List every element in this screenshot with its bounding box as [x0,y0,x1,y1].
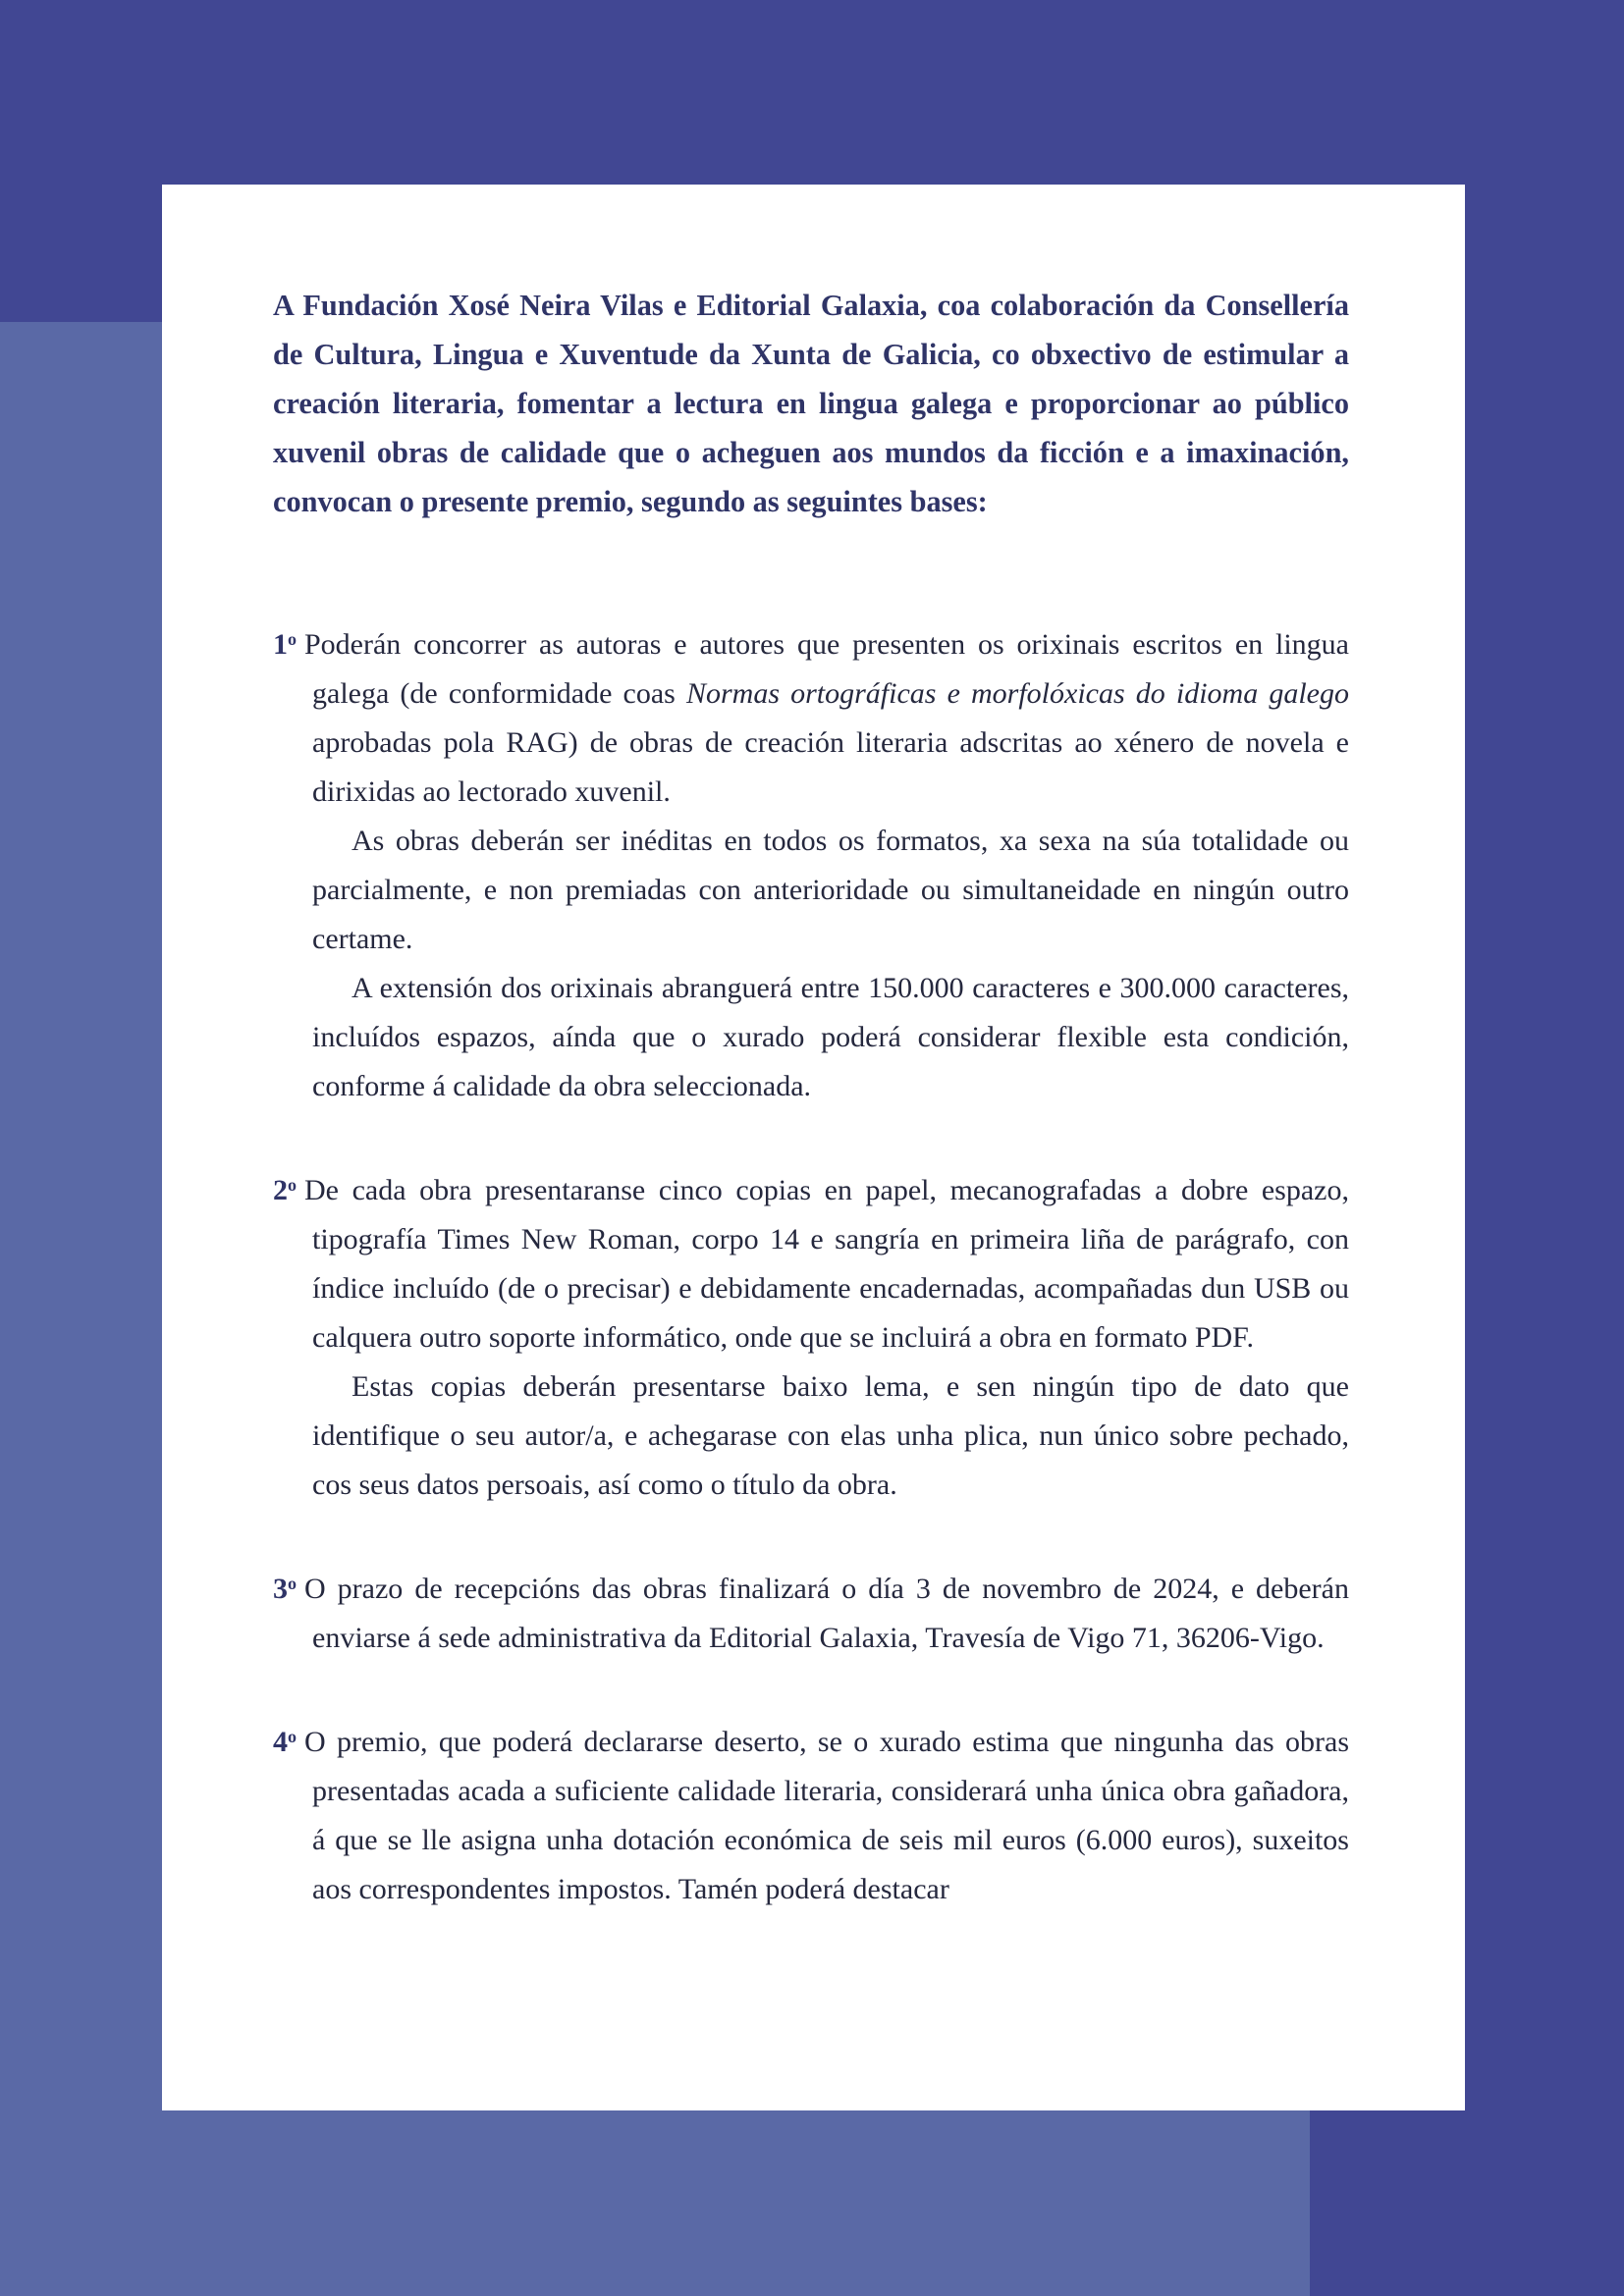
document-sheet [162,185,1465,2110]
clause-1-paragraph-2: As obras deberán ser inéditas en todos os formatos, xa sexa na súa totalidade ou parcialmente, e non premiadas con anterioridade ou simultaneidade en ningún outro certame. [312,825,1349,955]
clause-2-paragraph-1: 2$^o$ De cada obra presentaranse cinco copias en papel, mecanografadas a dobre espazo, tipografía Times New Roman, corpo 14 e sangría en primeira liña de parágrafo, con índice incluído (de o precisar) e debidamente encadernadas, acompañadas dun USB ou calquera outro soporte informático, onde que se incluirá a obra en formato PDF. [273,1174,1349,1354]
clauses-list [273,614,1349,1914]
clause-2-number: 2$^o$ [273,1174,297,1206]
clause-1-number: 1$^o$ [273,628,297,661]
clause-1-paragraph-3: A extensión dos orixinais abranguerá entre 150.000 caracteres e 300.000 caracteres, incluídos espazos, aínda que o xurado poderá considerar flexible esta condición, conforme á calidade da obra seleccionada. [312,972,1349,1102]
clause-3-number: 3$^o$ [273,1573,297,1605]
clause-4-number: 4$^o$ [273,1726,297,1758]
clause-3 [273,1559,1349,1663]
clause-2 [273,1160,1349,1510]
clause-2-paragraph-2: Estas copias deberán presentarse baixo lema, e sen ningún tipo de dato que identifique o seu autor/a, e achegarase con elas unha plica, nun único sobre pechado, cos seus datos persoais, así como o título da obra. [312,1370,1349,1501]
clause-3-paragraph-1: 3$^o$ O prazo de recepcións das obras finalizará o día 3 de novembro de 2024, e deberán enviarse á sede administrativa da Editorial Galaxia, Travesía de Vigo 71, 36206-Vigo. [273,1573,1349,1654]
rag-norms-title: Normas ortográficas e morfolóxicas do idioma galego [685,677,1349,710]
clause-4-paragraph-1: 4$^o$ O premio, que poderá declararse deserto, se o xurado estima que ningunha das obras presentadas acada a suficiente calidade literaria, considerará unha única obra gañadora, á que se lle asigna unha dotación económica de seis mil euros (6.000 euros), suxeitos aos correspondentes impostos. Tamén poderá destacar [273,1726,1349,1905]
clause-1-paragraph-1: 1$^o$ Poderán concorrer as autoras e autores que presenten os orixinais escritos en lingua galega (de conformidade coas Normas ortográficas e morfolóxicas do idioma galego aprobadas pola RAG) de obras de creación literaria adscritas ao xénero de novela e dirixidas ao lectorado xuvenil. [273,628,1349,808]
clause-4 [273,1712,1349,1914]
intro-paragraph: A Fundación Xosé Neira Vilas e Editorial Galaxia, coa colaboración da Consellería de Cultura, Lingua e Xuventude da Xunta de Galicia, co obxectivo de estimular a creación literaria, fomentar a lectura en lingua galega e proporcionar ao público xuvenil obras de calidade que o acheguen aos mundos da ficción e a imaxinación, convocan o presente premio, segundo as seguintes bases: [273,289,1349,518]
clause-1 [273,614,1349,1111]
document-content [273,281,1349,1963]
